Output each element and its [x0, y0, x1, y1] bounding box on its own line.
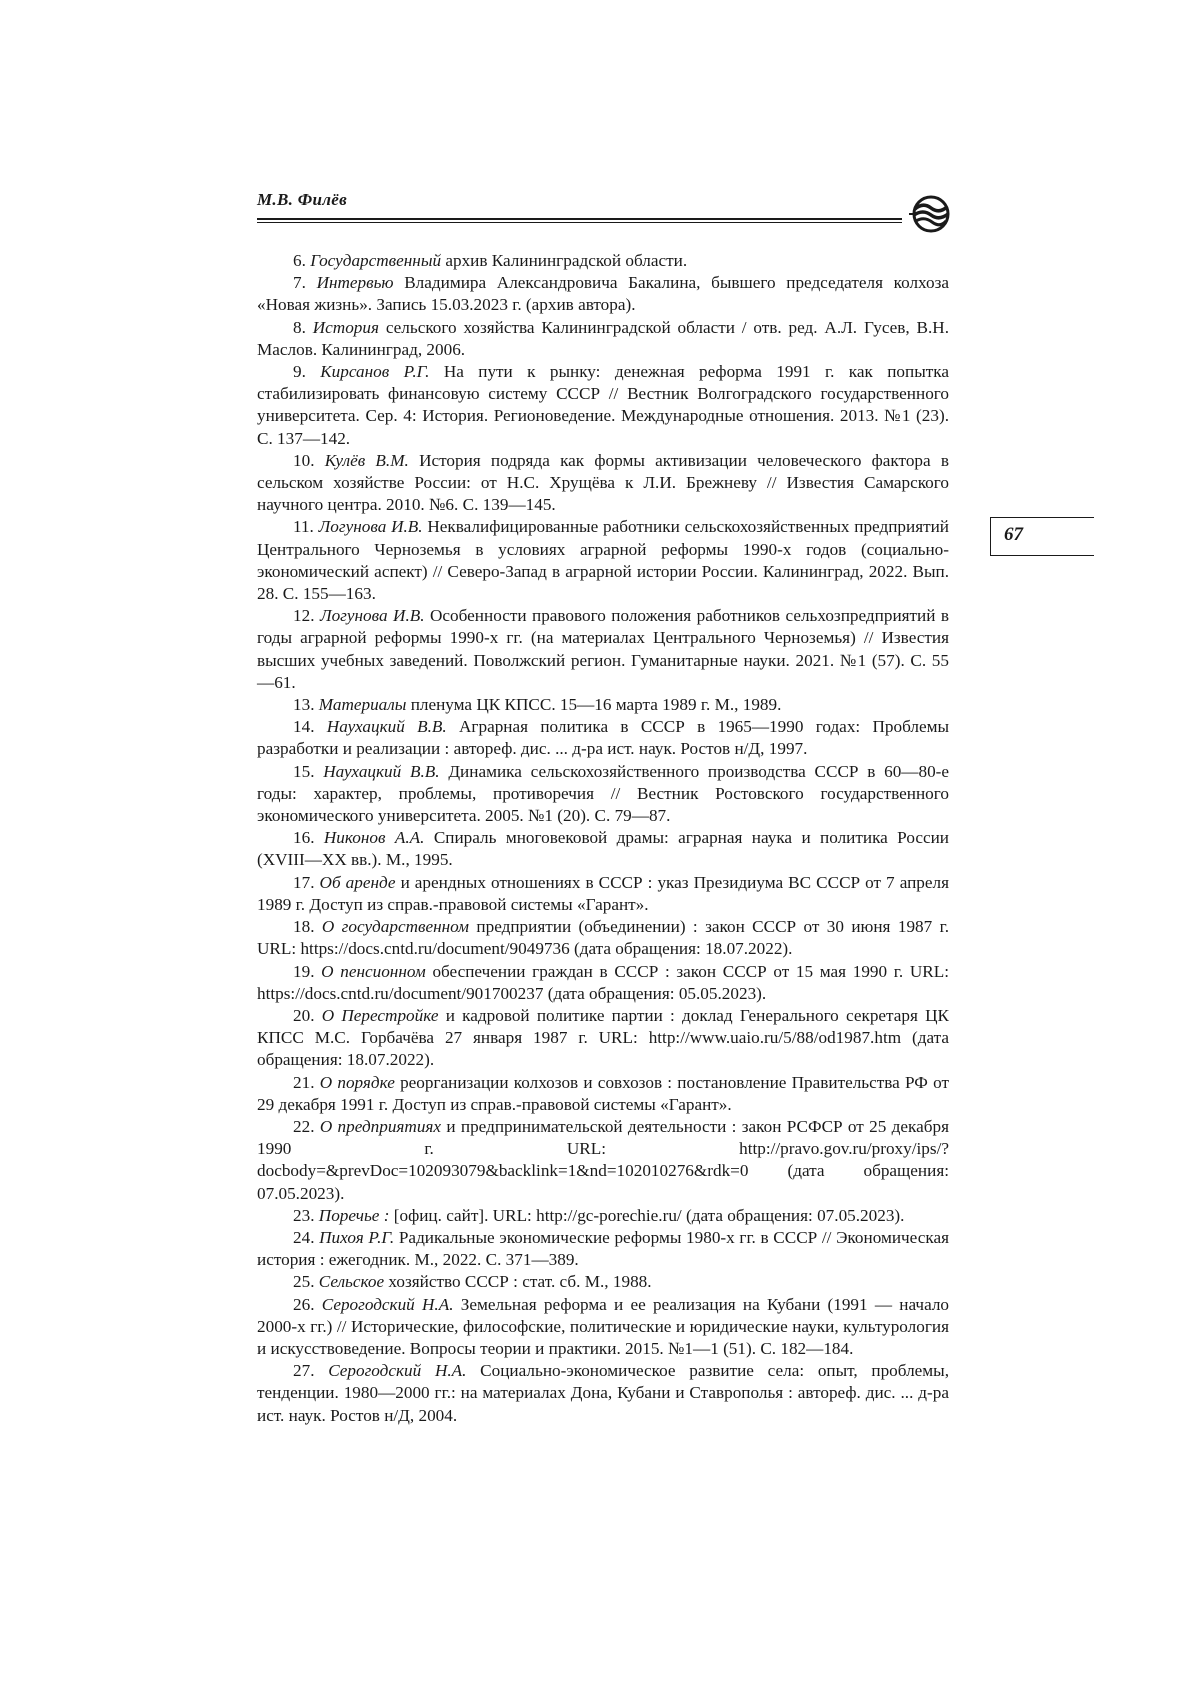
- reference-lead: О предприятиях: [319, 1116, 442, 1136]
- reference-number: 20.: [293, 1005, 315, 1025]
- reference-item: [257, 961, 949, 1005]
- reference-number: 22.: [293, 1116, 315, 1136]
- reference-item: [257, 761, 949, 828]
- reference-lead: Никонов А.А.: [323, 828, 425, 848]
- reference-item: [257, 250, 949, 272]
- reference-item: [257, 450, 949, 517]
- reference-number: 9.: [293, 362, 306, 382]
- reference-number: 6.: [293, 251, 306, 270]
- reference-item: [257, 1005, 949, 1072]
- reference-lead: О Перестройке: [321, 1005, 439, 1025]
- reference-text: Аграрная политика в СССР в 1965—1990 годах: Проблемы разработки и реализации : автореф. дис. ... д-ра ист. наук. Ростов н/Д, 1997.: [257, 717, 950, 759]
- reference-text: Динамика сельскохозяйственного производства СССР в 60—80-е годы: характер, проблемы, противоречия // Вестник Ростовского государственного экономического университета. 2005. №1 (20). С. 79—87.: [257, 761, 950, 826]
- reference-lead: Логунова И.В.: [319, 606, 425, 626]
- reference-lead: Материалы: [318, 695, 407, 715]
- reference-item: [257, 872, 949, 916]
- reference-item: [257, 716, 949, 760]
- running-header-author: М.В. Филёв: [257, 190, 347, 209]
- reference-lead: Кирсанов Р.Г.: [320, 362, 430, 382]
- journal-wave-logo-icon: [909, 194, 953, 234]
- reference-number: 24.: [293, 1227, 315, 1247]
- reference-number: 17.: [293, 872, 315, 892]
- reference-item: [257, 516, 949, 605]
- reference-item: [257, 1294, 949, 1361]
- reference-number: 25.: [293, 1272, 315, 1292]
- reference-text: Земельная реформа и ее реализация на Кубани (1991 — начало 2000-х гг.) // Исторические, философские, политические и юридические науки, культурология и искусствоведение. Вопросы теории и практики. 2015. №1—1 (51). С. 182—184.: [257, 1294, 950, 1358]
- reference-lead: Серогодский Н.А.: [321, 1294, 454, 1314]
- reference-text: пленума ЦК КПСС. 15—16 марта 1989 г. М., 1989.: [410, 695, 782, 715]
- reference-item: [257, 361, 949, 450]
- reference-text: сельского хозяйства Калининградской области / отв. ред. А.Л. Гусев, В.Н. Маслов. Калининград, 2006.: [257, 317, 950, 359]
- reference-item: [257, 916, 949, 960]
- reference-item: [257, 1072, 949, 1116]
- page-number: 67: [1004, 524, 1023, 545]
- reference-text: На пути к рынку: денежная реформа 1991 г. как попытка стабилизировать финансовую систему СССР // Вестник Волгоградского государственного университета. Сер. 4: История. Регионоведение. Международные отношения. 2013. №1 (23). С. 137—142.: [257, 362, 949, 448]
- reference-text: Особенности правового положения работников сельхозпредприятий в годы аграрной реформы 1990-х гг. (на материалах Центрального Черноземья) // Известия высших учебных заведений. Поволжский регион. Гуманитарные науки. 2021. №1 (57). С. 55—61.: [257, 606, 950, 692]
- reference-text: и предпринимательской деятельности : закон РСФСР от 25 декабря 1990 г. URL: http://pravo.gov.ru/proxy/ips/?docbody=&prevDoc=102093079&backlink=1&nd=102010276&rdk=0 (дата обращения: 07.05.2023).: [257, 1116, 949, 1203]
- reference-number: 7.: [293, 273, 306, 293]
- reference-number: 11.: [293, 517, 314, 537]
- reference-number: 18.: [293, 917, 315, 937]
- reference-lead: Сельское: [318, 1272, 385, 1292]
- reference-item: [257, 1227, 949, 1271]
- reference-lead: История: [312, 317, 379, 337]
- reference-item: [257, 1271, 949, 1293]
- reference-number: 23.: [293, 1205, 315, 1225]
- reference-item: [257, 272, 949, 316]
- reference-number: 16.: [293, 828, 315, 848]
- reference-list: [257, 250, 949, 1427]
- header-rule-thick: [257, 218, 902, 220]
- reference-text: предприятии (объединении) : закон СССР от 30 июня 1987 г. URL: https://docs.cntd.ru/document/9049736 (дата обращения: 18.07.2022).: [257, 917, 950, 959]
- reference-text: Владимира Александровича Бакалина, бывшего председателя колхоза «Новая жизнь». Запись 15.03.2023 г. (архив автора).: [257, 273, 950, 315]
- reference-text: Радикальные экономические реформы 1980-х гг. в СССР // Экономическая история : ежегодник. М., 2022. С. 371—389.: [257, 1227, 949, 1270]
- reference-item: [257, 317, 949, 361]
- reference-lead: Об аренде: [319, 872, 396, 892]
- reference-number: 26.: [293, 1294, 315, 1314]
- reference-text: и кадровой политике партии : доклад Генерального секретаря ЦК КПСС М.С. Горбачёва 27 января 1987 г. URL: http://www.uaio.ru/5/88/od1987.htm (дата обращения: 18.07.2022).: [257, 1005, 950, 1070]
- reference-text: [офиц. сайт]. URL: http://gc-porechie.ru/ (дата обращения: 07.05.2023).: [393, 1205, 905, 1225]
- reference-lead: Интервью: [316, 273, 394, 293]
- reference-lead: О государственном: [321, 917, 470, 937]
- reference-lead: Поречье :: [318, 1205, 390, 1225]
- reference-item: [257, 605, 949, 694]
- reference-text: История подряда как формы активизации человеческого фактора в сельском хозяйстве России: от Н.С. Хрущёва к Л.И. Брежневу // Известия Самарского научного центра. 2010. №6. С. 139—145.: [257, 450, 949, 515]
- reference-item: [257, 694, 949, 716]
- reference-number: 10.: [293, 450, 315, 470]
- reference-number: 8.: [293, 317, 306, 337]
- reference-text: реорганизации колхозов и совхозов : постановление Правительства РФ от 29 декабря 1991 г. Доступ из справ.-правовой системы «Гарант».: [257, 1072, 949, 1114]
- reference-lead: Кулёв В.М.: [324, 450, 409, 470]
- reference-lead: Серогодский Н.А.: [328, 1361, 467, 1381]
- header-rule-thin: [257, 222, 902, 223]
- reference-number: 12.: [293, 606, 315, 626]
- reference-number: 27.: [293, 1361, 315, 1381]
- reference-text: Социально-экономическое развитие села: опыт, проблемы, тенденции. 1980—2000 гг.: на материалах Дона, Кубани и Ставрополья : автореф. дис. ... д-ра ист. наук. Ростов н/Д, 2004.: [257, 1361, 950, 1425]
- reference-text: хозяйство СССР : стат. сб. М., 1988.: [388, 1272, 652, 1292]
- reference-text: Спираль многовековой драмы: аграрная наука и политика России (XVIII—XX вв.). М., 1995.: [257, 828, 949, 870]
- reference-lead: Наухацкий В.В.: [326, 717, 447, 737]
- reference-lead: О порядке: [319, 1072, 395, 1092]
- reference-number: 21.: [293, 1072, 315, 1092]
- reference-lead: О пенсионном: [321, 961, 426, 981]
- reference-item: [257, 1360, 949, 1427]
- reference-item: [257, 1116, 949, 1205]
- running-header: [257, 188, 952, 238]
- reference-item: [257, 1205, 949, 1227]
- reference-number: 14.: [293, 717, 315, 737]
- reference-item: [257, 827, 949, 871]
- reference-lead: Наухацкий В.В.: [323, 761, 440, 781]
- reference-number: 15.: [293, 761, 315, 781]
- reference-lead: Государственный: [310, 251, 442, 270]
- page-number-box: [990, 517, 1094, 556]
- reference-text: архив Калининградской области.: [445, 251, 688, 270]
- reference-lead: Пихоя Р.Г.: [319, 1227, 395, 1247]
- reference-text: Неквалифицированные работники сельскохозяйственных предприятий Центрального Черноземья в условиях аграрной реформы 1990-х годов (социально-экономический аспект) // Северо-Запад в аграрной истории России. Калининград, 2022. Вып. 28. С. 155—163.: [257, 517, 950, 604]
- reference-number: 13.: [293, 695, 315, 715]
- reference-number: 19.: [293, 961, 315, 981]
- reference-text: обеспечении граждан в СССР : закон СССР от 15 мая 1990 г. URL: https://docs.cntd.ru/document/901700237 (дата обращения: 05.05.2023).: [257, 961, 949, 1003]
- reference-text: и арендных отношениях в СССР : указ Президиума ВС СССР от 7 апреля 1989 г. Доступ из справ.-правовой системы «Гарант».: [257, 872, 950, 914]
- reference-lead: Логунова И.В.: [318, 517, 423, 537]
